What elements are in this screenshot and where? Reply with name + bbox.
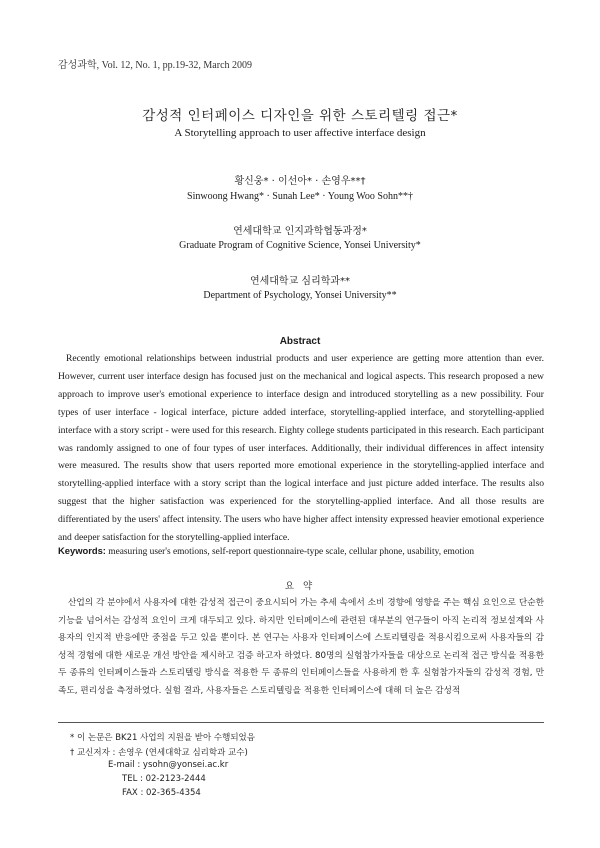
footnote-telephone: TEL : 02-2123-2444 (122, 774, 206, 784)
abstract-heading: Abstract (279, 336, 321, 347)
footnote-email: E-mail : ysohn@yonsei.ac.kr (108, 760, 229, 770)
korean-summary-text: 산업의 각 분야에서 사용자에 대한 감성적 접근이 중요시되어 가는 추세 속에서 소비 경향에 영향을 주는 핵심 요인으로 단순한 기능을 넘어서는 감성적 요인이 크게 대두되고 있다. 하지만 인터페이스에 관련된 대부분의 연구들이 아직 논리적 정보설계와 사용자의 인지적 반응에만 중점을 두고 있을 뿐이다. 본 연구는 사용자 인터페이스에 스토리텔링을 적용시킴으로써 사용자들의 감성적 경험에 대한 새로운 개선 방안을 제시하고 검증 하고자 하였다. 80명의 실험참가자들을 대상으로 논리적 접근 방식을 적용한 두 종류의 인터페이스들과 스토리텔링 방식을 적용한 두 종류의 인터페이스들을 사용하게 한 후 실험참가자들의 감성적 경험, 만족도, 편리성을 측정하였다. 실험 결과, 사용자들은 스토리텔링을 적용한 인터페이스에 대해 더 높은 감성적 (58, 598, 544, 696)
affiliation-psychology-korean: 연세대학교 심리학과** (249, 276, 351, 287)
title-korean: 감성적 인터페이스 디자인을 위한 스토리텔링 접근* (142, 108, 458, 124)
footnote-corresponding-author: † 교신저자 : 손영우 (연세대학교 심리학과 교수) (70, 748, 248, 758)
affiliation-cognitive-science-english: Graduate Program of Cognitive Science, Yonsei University* (179, 240, 421, 251)
keywords-label: Keywords: (58, 545, 106, 556)
journal-citation: 감성과학, Vol. 12, No. 1, pp.19-32, March 2009 (58, 60, 253, 71)
keywords (58, 544, 544, 559)
affiliation-cognitive-science-korean: 연세대학교 인지과학협동과정* (233, 226, 367, 237)
keywords-text: measuring user's emotions, self-report questionnaire-type scale, cellular phone, usability, emotion (108, 547, 475, 557)
authors-english: Sinwoong Hwang* · Sunah Lee* · Young Woo Sohn**† (187, 191, 413, 202)
korean-summary-heading: 요 약 (284, 581, 316, 592)
authors-korean: 황신웅* · 이선아* · 손영우**† (234, 176, 366, 187)
abstract-text: Recently emotional relationships between industrial products and user experience are getting more attention than ever. However, current user interface design has focused just on the mechanical and logical aspects. This research proposed a new approach to improve user's emotional experience to interface design and introduced storytelling as a new possibility. Four types of user interface - logical interface, picture added interface, storytelling-applied interface, and storytelling-applied interface with a story script - were used for this research. Eighty college students participated in this research. Each participant was randomly assigned to one of four types of user interfaces. Additionally, their individual differences in affect intensity were measured. The results show that users reported more emotional experience in the storytelling-applied interface and storytelling-applied interface with a story script than the logical interface and just picture added interface. The results also suggest that the higher satisfaction was experienced for the storytelling-applied interface. And all those results are differentiated by the users' affect intensity. The users who have higher affect intensity expressed heavier emotional experience and deeper satisfaction for the storytelling-applied interface. (58, 353, 544, 544)
footnote-fax: FAX : 02-365-4354 (122, 788, 201, 798)
footnote-divider (58, 722, 544, 723)
affiliation-psychology-english: Department of Psychology, Yonsei University** (203, 290, 397, 301)
title-english: A Storytelling approach to user affective interface design (174, 127, 426, 139)
footnote-funding: * 이 논문은 BK21 사업의 지원을 받아 수행되었음 (70, 733, 255, 743)
